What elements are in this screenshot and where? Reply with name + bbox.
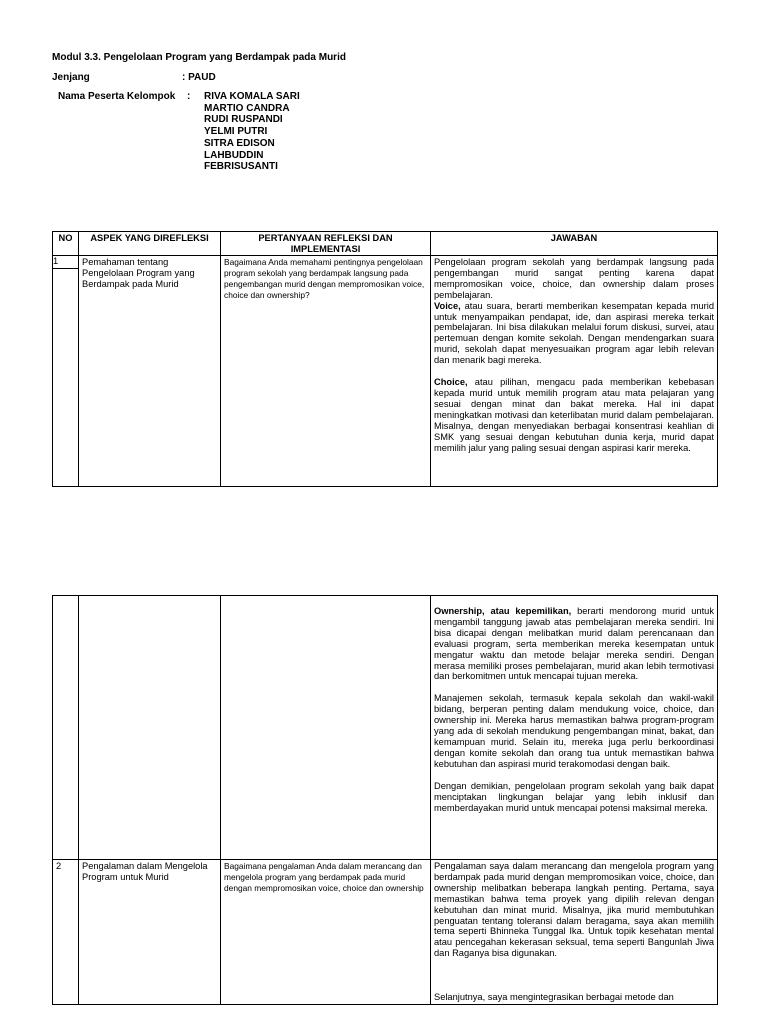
header-aspect: ASPEK YANG DIREFLEKSI <box>79 232 221 256</box>
question-cell: Bagaimana Anda memahami pentingnya pengelolaan program sekolah yang berdampak langsung pada pengembangan murid dengan mempromosikan voice, choice dan ownership? <box>221 256 431 487</box>
answer-voice <box>434 301 714 366</box>
answer-experience: Pengalaman saya dalam merancang dan mengelola program yang berdampak pada murid dengan mempromosikan voice, choice, dan ownership melibatkan beberapa langkah penting. Pertama, saya memastikan bahwa tema proyek yang dipilih relevan dengan kebutuhan dan minat murid. Misalnya, jika murid membutuhkan penguatan tentang toleransi dalam beragama, saya akan memilih tema seperti Bhinneka Tunggal Ika. Untuk topik kesehatan mental atau pencegahan kekerasan seksual, tema seperti Bangunlah Jiwa dan Raganya bisa digunakan. <box>434 861 714 959</box>
question-cell: Bagaimana pengalaman Anda dalam merancang dan mengelola program yang berdampak pada murid dengan mempromosikan voice, choice dan ownership <box>221 860 431 1005</box>
answer-choice <box>434 377 714 453</box>
member-list <box>204 91 300 173</box>
answer-next: Selanjutnya, saya mengintegrasikan berbagai metode dan <box>434 992 674 1003</box>
header-no: NO <box>53 232 79 256</box>
aspect-cell-empty <box>79 596 221 860</box>
voice-text: atau suara, berarti memberikan kesempatan kepada murid untuk menyampaikan pendapat, ide, dan aspirasi mereka terkait pembelajaran. Ini bisa dilakukan melalui forum diskusi, survei, atau pertemuan dengan komite sekolah. Dengan mendengarkan suara murid, sekolah dapat menyesuaikan program agar lebih relevan dan menarik bagi mereka. <box>434 300 714 366</box>
aspect-cell: Pemahaman tentang Pengelolaan Program yang Berdampak pada Murid <box>79 256 221 487</box>
answer-ownership <box>434 606 714 682</box>
table-row <box>53 860 718 1005</box>
voice-term: Voice, <box>434 300 461 311</box>
choice-term: Choice, <box>434 377 468 388</box>
table-header-row <box>53 232 718 256</box>
member-name: YELMI PUTRI <box>204 126 268 138</box>
ownership-text: berarti mendorong murid untuk mengambil tanggung jawab atas pembelajaran mereka sendiri. Ini bisa dicapai dengan melibatkan murid dalam perencanaan dan evaluasi program, serta memberikan mereka kesempatan untuk mengatur waktu dan metode belajar mereka sendiri. Dengan merasa memiliki proses pembelajaran, murid akan lebih termotivasi dan berkomitmen untuk mencapai tujuan mereka. <box>434 606 714 682</box>
level-value: : PAUD <box>182 72 216 83</box>
member-name: LAHBUDDIN <box>204 149 264 161</box>
row-number: 1 <box>53 256 79 487</box>
header-answer: JAWABAN <box>431 232 718 256</box>
question-cell-empty <box>221 596 431 860</box>
member-name: FEBRISUSANTI <box>204 161 278 173</box>
member-name: RIVA KOMALA SARI <box>204 91 300 102</box>
answer-cell <box>431 256 718 487</box>
answer-cell <box>431 860 718 1005</box>
group-separator: : <box>187 91 191 102</box>
answer-cell <box>431 596 718 860</box>
row-number: 2 <box>53 860 79 1005</box>
header-question: PERTANYAAN REFLEKSI DAN IMPLEMENTASI <box>221 232 431 256</box>
table-row <box>53 596 718 860</box>
answer-management: Manajemen sekolah, termasuk kepala sekolah dan wakil-wakil bidang, berperan penting dalam mendukung voice, choice, dan ownership ini. Mereka harus memastikan bahwa program-program yang ada di sekolah mendukung pengembangan minat, bakat, dan kemampuan murid. Selain itu, mereka juga perlu berkoordinasi dengan komite sekolah dan orang tua untuk memastikan bahwa kebutuhan dan aspirasi murid terakomodasi dengan baik. <box>434 693 714 769</box>
no-cell-divider <box>52 268 79 269</box>
member-name: RUDI RUSPANDI <box>204 114 283 126</box>
module-title: Modul 3.3. Pengelolaan Program yang Berdampak pada Murid <box>52 52 346 63</box>
answer-conclusion: Dengan demikian, pengelolaan program sekolah yang baik dapat menciptakan lingkungan belajar yang lebih inklusif dan memberdayakan murid untuk mencapai potensi maksimal mereka. <box>434 780 714 813</box>
reflection-table <box>52 231 718 487</box>
row-number-empty <box>53 596 79 860</box>
level-label: Jenjang <box>52 72 90 83</box>
answer-intro: Pengelolaan program sekolah yang berdampak langsung pada pengembangan murid sangat penting karena dapat mempromosikan voice, choice, dan ownership dalam proses pembelajaran. <box>434 257 714 300</box>
group-label: Nama Peserta Kelompok <box>58 91 176 102</box>
choice-text: atau pilihan, mengacu pada memberikan kebebasan kepada murid untuk memilih program atau mata pelajaran yang sesuai dengan minat dan bakat mereka. Hal ini dapat meningkatkan motivasi dan keterlibatan murid dalam pembelajaran. Misalnya, dengan menyediakan berbagai konsentrasi keahlian di SMK yang sesuai dengan kebutuhan dunia kerja, murid dapat memilih jalur yang paling sesuai dengan aspirasi karir mereka. <box>434 377 714 453</box>
member-name: SITRA EDISON <box>204 137 275 149</box>
member-name: MARTIO CANDRA <box>204 102 290 114</box>
table-row <box>53 256 718 487</box>
reflection-table-continued <box>52 595 718 1005</box>
aspect-cell: Pengalaman dalam Mengelola Program untuk Murid <box>79 860 221 1005</box>
ownership-term: Ownership, atau kepemilikan, <box>434 606 572 616</box>
